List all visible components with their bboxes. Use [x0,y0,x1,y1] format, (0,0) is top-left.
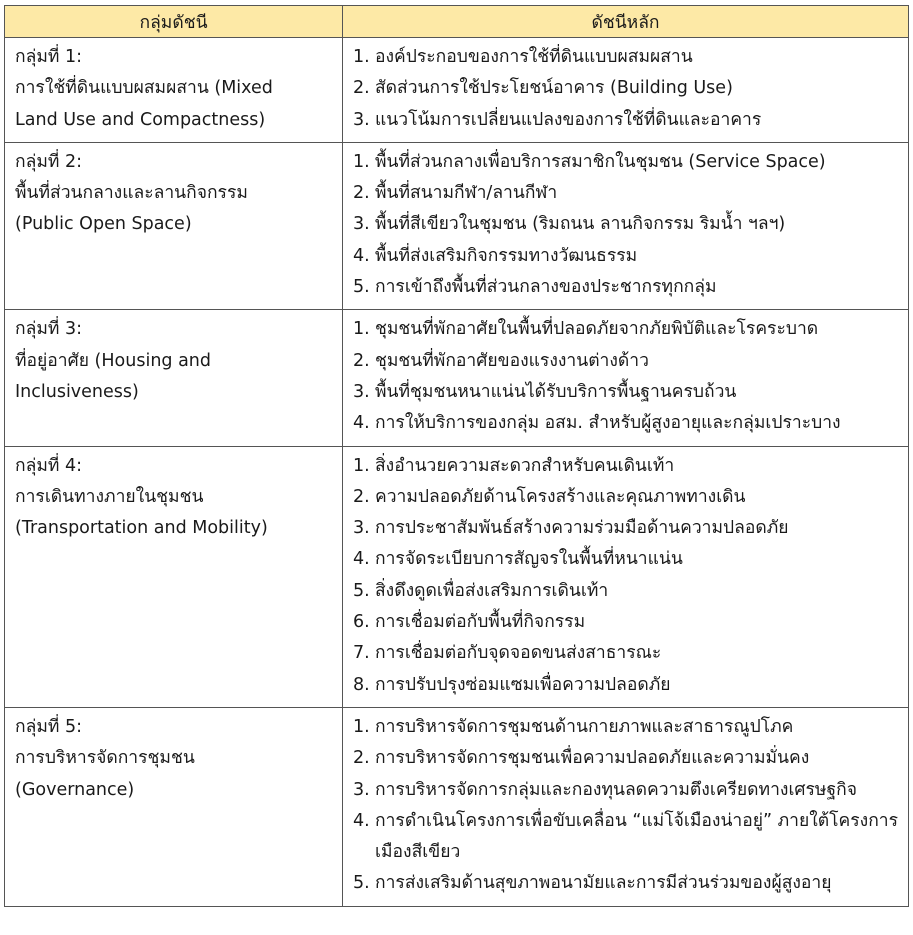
index-cell [343,310,909,446]
list-item [353,178,900,209]
item-text: พื้นที่ชุมชนหนาแน่นได้รับบริการพื้นฐานครบถ้วน [375,381,737,402]
table-row [5,446,909,707]
group-label-line: Land Use and Compactness) [15,109,266,130]
group-label-line: กลุ่มที่ 2: [15,151,82,172]
list-item [353,638,900,669]
item-text: การเชื่อมต่อกับจุดจอดขนส่งสาธารณะ [375,643,662,664]
item-number: 5. [353,277,370,298]
table-row [5,142,909,309]
list-item [353,868,900,899]
group-label-line: ที่อยู่อาศัย (Housing and [15,350,212,371]
document-page [4,5,908,907]
list-item [353,806,900,869]
item-number: 3. [353,779,370,800]
item-number: 1. [353,47,370,67]
list-item [353,670,900,701]
group-cell [5,707,343,906]
group-label-line: (Transportation and Mobility) [15,518,268,539]
item-number: 2. [353,183,370,204]
list-item [353,346,900,377]
index-table [4,5,909,907]
header-index: ดัชนีหลัก [343,6,909,38]
group-cell [5,310,343,446]
group-cell [5,142,343,309]
item-text: แนวโน้มการเปลี่ยนแปลงของการใช้ที่ดินและอาคาร [375,109,762,130]
list-item [353,513,900,544]
item-number: 3. [353,109,370,130]
item-number: 1. [353,455,370,476]
item-number: 3. [353,381,370,402]
item-number: 1. [353,319,370,340]
index-cell [343,707,909,906]
list-item [353,743,900,774]
index-list [353,451,900,701]
list-item [353,105,900,136]
index-list [353,42,900,136]
group-label-line: กลุ่มที่ 3: [15,319,82,340]
item-number: 5. [353,580,370,601]
item-number: 5. [353,873,370,894]
index-cell [343,142,909,309]
item-number: 7. [353,643,370,664]
group-label-line: Inclusiveness) [15,381,139,402]
item-text: สัดส่วนการใช้ประโยชน์อาคาร (Building Use) [375,78,733,99]
item-number: 1. [353,716,370,737]
list-item [353,712,900,743]
group-label-line: (Governance) [15,779,135,800]
group-label-line: การเดินทางภายในชุมชน [15,486,204,507]
item-text: ชุมชนที่พักอาศัยของแรงงานต่างด้าว [375,350,649,371]
list-item [353,73,900,104]
item-text: สิ่งดึงดูดเพื่อส่งเสริมการเดินเท้า [375,580,609,601]
item-number: 6. [353,612,370,633]
item-text: การบริหารจัดการกลุ่มและกองทุนลดความตึงเครียดทางเศรษฐกิจ [375,779,857,800]
item-text: องค์ประกอบของการใช้ที่ดินแบบผสมผสาน [375,47,693,67]
header-group: กลุ่มดัชนี [5,6,343,38]
group-label-line: พื้นที่ส่วนกลางและลานกิจกรรม [15,183,248,204]
item-text: การเข้าถึงพื้นที่ส่วนกลางของประชากรทุกกลุ่ม [375,277,717,298]
item-number: 2. [353,748,370,769]
item-text: ชุมชนที่พักอาศัยในพื้นที่ปลอดภัยจากภัยพิบัติและโรคระบาด [375,319,819,340]
list-item [353,42,900,73]
list-item [353,408,900,439]
group-cell [5,38,343,143]
item-text: พื้นที่สีเขียวในชุมชน (ริมถนน ลานกิจกรรม ริมน้ำ ฯลฯ) [375,214,786,235]
list-item [353,451,900,482]
item-text: การให้บริการของกลุ่ม อสม. สำหรับผู้สูงอายุและกลุ่มเปราะบาง [375,413,841,434]
group-label-line: กลุ่มที่ 4: [15,455,82,476]
list-item [353,147,900,178]
list-item [353,607,900,638]
table-row [5,310,909,446]
item-text: พื้นที่ส่งเสริมกิจกรรมทางวัฒนธรรม [375,245,638,266]
item-text: พื้นที่ส่วนกลางเพื่อบริการสมาชิกในชุมชน (Service Space) [375,151,826,172]
item-text: สิ่งอำนวยความสะดวกสำหรับคนเดินเท้า [375,455,675,476]
item-number: 3. [353,518,370,539]
item-number: 2. [353,350,370,371]
item-text: การประชาสัมพันธ์สร้างความร่วมมือด้านความปลอดภัย [375,518,789,539]
item-number: 3. [353,214,370,235]
item-number: 4. [353,810,370,831]
item-number: 2. [353,78,370,99]
list-item [353,209,900,240]
index-cell [343,446,909,707]
table-row [5,38,909,143]
group-label-line: กลุ่มที่ 1: [15,47,82,67]
list-item [353,544,900,575]
item-number: 4. [353,413,370,434]
list-item [353,775,900,806]
index-list [353,314,900,439]
item-text: การเชื่อมต่อกับพื้นที่กิจกรรม [375,612,586,633]
item-text: การปรับปรุงซ่อมแซมเพื่อความปลอดภัย [375,674,671,695]
group-cell [5,446,343,707]
list-item [353,272,900,303]
item-text: การส่งเสริมด้านสุขภาพอนามัยและการมีส่วนร่วมของผู้สูงอายุ [375,873,832,894]
item-text: การจัดระเบียบการสัญจรในพื้นที่หนาแน่น [375,549,683,570]
group-label-line: การใช้ที่ดินแบบผสมผสาน (Mixed [15,78,273,99]
item-text: การบริหารจัดการชุมชนด้านกายภาพและสาธารณูปโภค [375,716,794,737]
item-text: ความปลอดภัยด้านโครงสร้างและคุณภาพทางเดิน [375,486,746,507]
group-label-line: กลุ่มที่ 5: [15,716,82,737]
item-number: 1. [353,151,370,172]
group-label-line: (Public Open Space) [15,214,192,235]
list-item [353,241,900,272]
item-text: การบริหารจัดการชุมชนเพื่อความปลอดภัยและความมั่นคง [375,748,810,769]
group-label-line: การบริหารจัดการชุมชน [15,748,195,769]
list-item [353,314,900,345]
item-text: การดำเนินโครงการเพื่อขับเคลื่อน “แม่โจ้เมืองน่าอยู่” ภายใต้โครงการเมืองสีเขียว [375,810,899,863]
index-cell [343,38,909,143]
table-header-row [5,6,909,38]
index-list [353,147,900,303]
item-text: พื้นที่สนามกีฬา/ลานกีฬา [375,183,558,204]
item-number: 2. [353,486,370,507]
item-number: 8. [353,674,370,695]
list-item [353,482,900,513]
index-list [353,712,900,900]
item-number: 4. [353,245,370,266]
table-body [5,38,909,907]
list-item [353,377,900,408]
list-item [353,576,900,607]
item-number: 4. [353,549,370,570]
table-row [5,707,909,906]
